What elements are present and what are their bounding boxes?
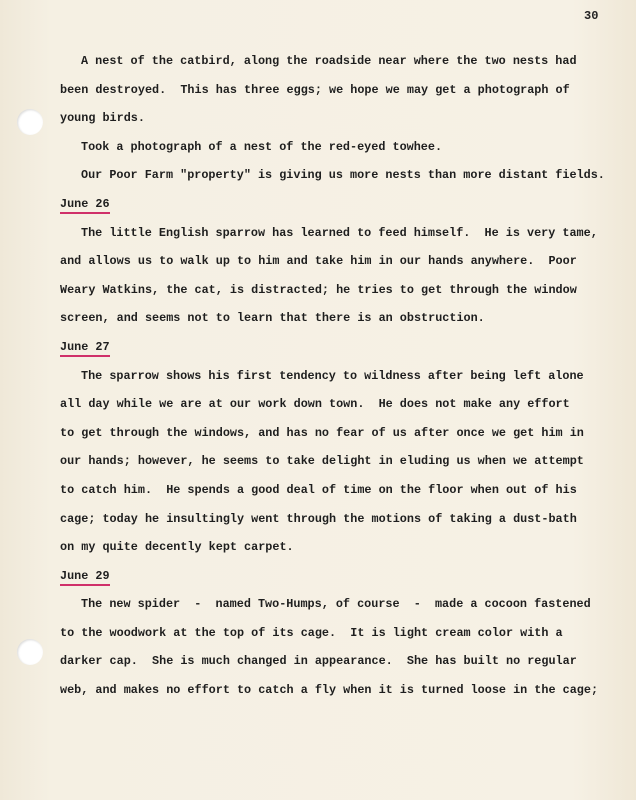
- entry-date-text: June 29: [60, 569, 110, 586]
- text-line: been destroyed. This has three eggs; we hope we may get a photograph of: [60, 82, 570, 97]
- text-line: screen, and seems not to learn that there is an obstruction.: [60, 311, 485, 326]
- binder-hole: [17, 109, 43, 135]
- text-line: on my quite decently kept carpet.: [60, 540, 294, 555]
- entry-date: [60, 190, 630, 219]
- text-line: The little English sparrow has learned to feed himself. He is very tame,: [81, 225, 598, 240]
- entry-date: [60, 562, 630, 591]
- text-line: darker cap. She is much changed in appearance. She has built no regular: [60, 654, 577, 669]
- text-line: Weary Watkins, the cat, is distracted; he tries to get through the window: [60, 282, 577, 297]
- text-line: to get through the windows, and has no fear of us after once we get him in: [60, 425, 584, 440]
- text-line: and allows us to walk up to him and take him in our hands anywhere. Poor: [60, 254, 577, 269]
- entry-date-text: June 27: [60, 340, 110, 357]
- text-line: to catch him. He spends a good deal of time on the floor when out of his: [60, 482, 577, 497]
- text-line: all day while we are at our work down town. He does not make any effort: [60, 397, 570, 412]
- entry-date: [60, 333, 630, 362]
- text-line: web, and makes no effort to catch a fly when it is turned loose in the cage;: [60, 683, 599, 698]
- text-line: to the woodwork at the top of its cage. It is light cream color with a: [60, 625, 563, 640]
- text-line: young birds.: [60, 111, 145, 126]
- text-line: A nest of the catbird, along the roadside near where the two nests had: [81, 54, 577, 68]
- text-line: our hands; however, he seems to take delight in eluding us when we attempt: [60, 454, 584, 469]
- typed-text: [60, 47, 630, 705]
- text-line: cage; today he insultingly went through the motions of taking a dust-bath: [60, 511, 577, 526]
- entry-date-text: June 26: [60, 197, 110, 214]
- text-line: Our Poor Farm "property" is giving us more nests than more distant fields.: [81, 168, 605, 183]
- text-line: The sparrow shows his first tendency to wildness after being left alone: [81, 368, 584, 383]
- page-number: 30: [584, 9, 599, 23]
- text-line: The new spider - named Two-Humps, of course - made a cocoon fastened: [81, 597, 591, 612]
- binder-hole: [17, 639, 43, 665]
- text-line: Took a photograph of a nest of the red-eyed towhee.: [81, 139, 443, 154]
